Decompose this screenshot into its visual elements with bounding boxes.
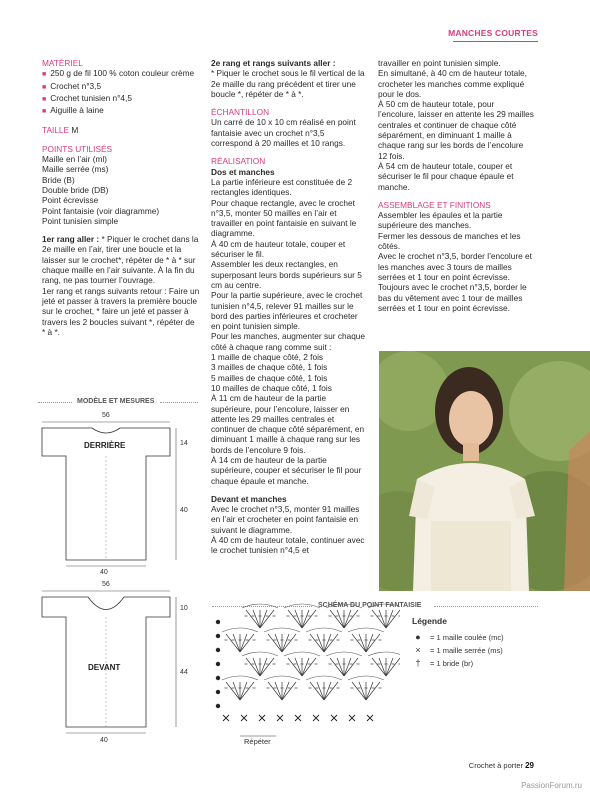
dos-paragraph: Pour la partie supérieure, avec le crochet tunisien n°4,5, relever 91 mailles sur le bord des parties inférieures et crocheter en point tunisien simple. [211, 290, 363, 332]
legend-row [412, 631, 542, 644]
materiel-item: ■ Crochet n°3,5 [42, 81, 200, 93]
rang2-text: * Piquer le crochet sous le fil vertical de la 2e maille du rang précédent et tirer une boucle *, répéter de * à *. [211, 68, 365, 99]
double-crochet-mark [352, 682, 366, 700]
magazine-name: Crochet à porter [468, 761, 523, 770]
legend-text: = 1 maille coulée (mc) [430, 633, 504, 642]
single-crochet-mark [313, 715, 319, 721]
materiel-heading: MATÉRIEL [42, 58, 83, 68]
single-crochet-mark [241, 715, 247, 721]
points-item: Maille serrée (ms) [42, 164, 109, 175]
taille-heading [42, 125, 200, 135]
points-heading: POINTS UTILISÉS [42, 143, 113, 154]
double-crochet-mark [246, 658, 260, 676]
double-crochet-mark [317, 682, 324, 700]
materiel-item: ■ Aiguille à laine [42, 105, 200, 117]
double-crochet-mark [295, 610, 302, 628]
double-crochet-mark [344, 658, 358, 676]
model-photo-illustration [379, 351, 590, 591]
assemblage-paragraph: Assembler les épaules et la partie supérieure des manches. [378, 210, 503, 231]
chain-arc [222, 628, 258, 632]
double-crochet-mark [352, 634, 366, 652]
chain-arc [326, 604, 362, 608]
double-crochet-mark [246, 610, 260, 628]
slip-stitch-icon: ● [415, 632, 421, 642]
double-crochet-mark [288, 610, 302, 628]
dos-paragraph: À 14 cm de hauteur de la partie supérieure, couper et sécuriser le fil pour chaque épaule et manche. [211, 454, 362, 486]
single-crochet-mark [331, 715, 337, 721]
legend-row [412, 657, 542, 670]
dos-paragraph: À 11 cm de hauteur de la partie supérieure, pour l’encolure, laisser en attente les 29 mailles centrales et continuer de chaque côté séparément, en diminuant 1 maille à chaque rang sur les bords de l’encolure 9 fois. [211, 393, 365, 455]
chain-arc [306, 676, 342, 680]
chain-arc [306, 628, 342, 632]
double-crochet-mark [275, 634, 282, 652]
chain-arc [348, 628, 384, 632]
double-crochet-mark [386, 658, 393, 676]
page-number: 29 [525, 761, 534, 770]
echantillon-text: Un carré de 10 x 10 cm réalisé en point fantaisie avec un crochet n°3,5 correspond à 20 mailles et 10 rangs. [211, 117, 356, 149]
double-crochet-mark [233, 634, 240, 652]
slip-stitch-mark [216, 620, 220, 624]
legend-title: Légende [412, 616, 447, 626]
double-crochet-mark [295, 658, 302, 676]
devant-height-upper: 10 [180, 605, 188, 612]
dos-paragraph: Pour les manches, augmenter sur chaque côté à chaque rang comme suit : [211, 331, 366, 352]
double-crochet-mark [302, 658, 316, 676]
taille-value: M [71, 125, 79, 136]
devant-height-lower: 44 [180, 669, 188, 676]
rang-aller-text: * Piquer le crochet dans la 2e maille en l’air, tirer une boucle et la laisser sur le crochet*, répéter de * à * sur chaque maille en l’air suivante. À la fin du rang, ne pas tourner l’ouvrage. [42, 234, 199, 286]
points-item: Bride (B) [42, 174, 75, 185]
page-footer [469, 761, 534, 770]
dos-paragraph: Assembler les deux rectangles, en superposant leurs bords supérieurs sur 5 cm au centre. [211, 259, 362, 290]
double-crochet-mark [324, 634, 331, 652]
double-crochet-mark [282, 634, 296, 652]
chain-arc [242, 652, 278, 656]
dos-paragraph: 1 maille de chaque côté, 2 fois [211, 352, 324, 363]
double-crochet-mark [337, 658, 344, 676]
chain-arc [326, 652, 362, 656]
dos-paragraph: 5 mailles de chaque côté, 1 fois [211, 372, 328, 383]
devant-paragraph: À 40 cm de hauteur totale, continuer avec le crochet tunisien n°4,5 et [211, 535, 365, 556]
double-crochet-mark [372, 658, 386, 676]
double-crochet-mark [386, 610, 393, 628]
legend-text: = 1 bride (br) [430, 659, 474, 668]
chain-arc [264, 628, 300, 632]
dos-label: DERRIÈRE [84, 441, 126, 450]
chain-arc [222, 676, 258, 680]
double-crochet-mark [359, 682, 366, 700]
col3-paragraph: travailler en point tunisien simple. [378, 58, 501, 68]
dos-paragraph: La partie inférieure est constituée de 2 rectangles identiques. [211, 176, 353, 198]
double-crochet-mark [260, 610, 267, 628]
column-1 [42, 58, 200, 337]
double-crochet-mark [379, 610, 386, 628]
slip-stitch-mark [216, 704, 220, 708]
diagram-title: SCHÉMA DU POINT FANTAISIE [318, 602, 422, 609]
double-crochet-mark [366, 682, 373, 700]
schematic-title-rule-left [38, 402, 72, 403]
points-item: Point écrevisse [42, 195, 99, 206]
chain-arc [368, 604, 400, 608]
schematic-drawing [34, 408, 204, 748]
double-crochet-mark [226, 682, 240, 700]
chain-arc [284, 604, 320, 608]
double-crochet-mark [302, 658, 309, 676]
slip-stitch-mark [216, 676, 220, 680]
double-crochet-mark [330, 658, 344, 676]
devant-width-top: 56 [102, 581, 110, 588]
section-rule [453, 41, 538, 42]
double-crochet-mark [386, 610, 400, 628]
double-crochet-mark [282, 682, 289, 700]
single-crochet-mark [259, 715, 265, 721]
double-crochet-mark [268, 634, 282, 652]
dos-paragraph: Pour chaque rectangle, avec le crochet n°3,5, monter 50 mailles en l’air et travailler en point fantaisie en suivant le diagramme. [211, 197, 357, 239]
dos-height-lower: 40 [180, 507, 188, 514]
repeat-label: Répéter [244, 737, 271, 746]
double-crochet-mark [282, 634, 289, 652]
rang-retour-paragraph: 1er rang et rangs suivants retour : Faire un jeté et passer à travers la première boucle sur le crochet, * faire un jeté et passer à travers les 2 boucles suivant *, répéter de * à *. [42, 285, 200, 337]
double-crochet-mark [359, 634, 366, 652]
single-crochet-icon: × [415, 645, 421, 655]
garment-schematic [34, 408, 204, 748]
slip-stitch-mark [216, 648, 220, 652]
double-crochet-mark [366, 682, 380, 700]
double-crochet-mark [260, 658, 267, 676]
dos-paragraph: 10 mailles de chaque côté, 1 fois [211, 382, 332, 393]
col3-paragraph: À 50 cm de hauteur totale, pour l’encolure, laisser en attente les 29 mailles centrales et continuer de chaque côté séparément, en diminuant 1 maille à chaque rang sur les bords de l’encolure 12 fois. [378, 99, 534, 161]
points-item: Point fantaisie (voir diagramme) [42, 205, 160, 216]
chain-arc [284, 652, 320, 656]
dos-width-top: 56 [102, 412, 110, 419]
rang-aller-label: 1er rang aller : [42, 234, 100, 245]
points-item: Point tunisien simple [42, 215, 119, 226]
slip-stitch-mark [216, 690, 220, 694]
assemblage-paragraph: Fermer les dessous de manches et les côtés. [378, 230, 521, 252]
dos-paragraph: À 40 cm de hauteur totale, couper et sécuriser le fil. [211, 238, 346, 260]
chain-arc [368, 652, 400, 656]
col3-paragraph: À 54 cm de hauteur totale, couper et sécuriser le fil pour chaque épaule et manche. [378, 160, 514, 192]
devant-label: DEVANT [88, 663, 121, 672]
slip-stitch-mark [216, 662, 220, 666]
double-crochet-mark [386, 658, 400, 676]
chain-arc [264, 676, 300, 680]
chain-arc [348, 676, 384, 680]
single-crochet-mark [223, 715, 229, 721]
double-crochet-mark [379, 658, 386, 676]
watermark: PassionForum.ru [521, 781, 582, 790]
double-crochet-mark [260, 658, 274, 676]
double-crochet-mark [344, 610, 358, 628]
taille-label: TAILLE [42, 125, 70, 136]
double-crochet-mark [372, 610, 386, 628]
double-crochet-mark [233, 682, 240, 700]
double-crochet-mark [226, 634, 240, 652]
double-crochet-mark [302, 610, 316, 628]
assemblage-paragraph: Toujours avec le crochet n°3,5, border le bas du vêtement avec 1 tour de mailles serrées et 1 tour en point écrevisse. [378, 282, 527, 313]
materiel-item: ■ Crochet tunisien n°4,5 [42, 93, 200, 105]
column-3 [378, 58, 534, 313]
echantillon-heading: ÉCHANTILLON [211, 107, 270, 118]
double-crochet-mark [344, 610, 351, 628]
double-crochet-mark [268, 682, 282, 700]
double-crochet-mark [240, 682, 247, 700]
double-crochet-mark [302, 610, 309, 628]
legend-row [412, 644, 542, 657]
double-crochet-mark [260, 610, 274, 628]
double-crochet-icon: † [415, 658, 421, 668]
dos-width-bottom: 40 [100, 569, 108, 576]
schematic-title: MODÈLE ET MESURES [77, 398, 155, 405]
devant-width-bottom: 40 [100, 737, 108, 744]
double-crochet-mark [324, 634, 338, 652]
realisation-heading: RÉALISATION [211, 156, 266, 167]
points-item: Double bride (DB) [42, 184, 109, 195]
double-crochet-mark [240, 682, 254, 700]
double-crochet-mark [282, 682, 296, 700]
single-crochet-mark [349, 715, 355, 721]
devant-paragraph: Avec le crochet n°3,5, monter 91 mailles en l’air et crocheter en point fantaisie en suivant le diagramme. [211, 504, 360, 535]
points-item: Maille en l’air (ml) [42, 154, 108, 165]
schematic-title-rule-right [160, 402, 198, 403]
double-crochet-mark [253, 658, 260, 676]
assemblage-paragraph: Avec le crochet n°3,5, border l’encolure et les manches avec 3 tours de mailles serrées et 1 tour en point écrevisse. [378, 251, 532, 282]
single-crochet-mark [367, 715, 373, 721]
double-crochet-mark [240, 634, 254, 652]
double-crochet-mark [253, 610, 260, 628]
double-crochet-mark [366, 634, 380, 652]
column-2 [211, 58, 366, 556]
double-crochet-mark [366, 634, 373, 652]
dos-heading: Dos et manches [211, 166, 275, 177]
col3-paragraph: En simultané, à 40 cm de hauteur totale, crocheter les manches comme expliqué pour le dos. [378, 68, 527, 99]
section-tag: MANCHES COURTES [448, 28, 538, 38]
double-crochet-mark [275, 682, 282, 700]
double-crochet-mark [337, 610, 344, 628]
diagram-legend [412, 615, 542, 670]
dos-height-upper: 14 [180, 440, 188, 447]
devant-heading: Devant et manches [211, 493, 287, 504]
double-crochet-mark [240, 634, 247, 652]
chain-arc [242, 604, 278, 608]
double-crochet-mark [310, 634, 324, 652]
materiel-item: ■ 250 g de fil 100 % coton couleur crème [42, 68, 200, 80]
double-crochet-mark [310, 682, 324, 700]
double-crochet-mark [324, 682, 338, 700]
dos-paragraph: 3 mailles de chaque côté, 1 fois [211, 362, 328, 373]
single-crochet-mark [277, 715, 283, 721]
double-crochet-mark [288, 658, 302, 676]
model-photo [379, 351, 590, 591]
double-crochet-mark [324, 682, 331, 700]
rang2-label: 2e rang et rangs suivants aller : [211, 58, 336, 68]
double-crochet-mark [330, 610, 344, 628]
legend-text: = 1 maille serrée (ms) [430, 646, 503, 655]
double-crochet-mark [317, 634, 324, 652]
stitch-diagram-drawing [210, 600, 400, 750]
rang-aller-paragraph [42, 234, 200, 285]
assemblage-heading: ASSEMBLAGE ET FINITIONS [378, 199, 491, 210]
single-crochet-mark [295, 715, 301, 721]
double-crochet-mark [344, 658, 351, 676]
slip-stitch-mark [216, 634, 220, 638]
